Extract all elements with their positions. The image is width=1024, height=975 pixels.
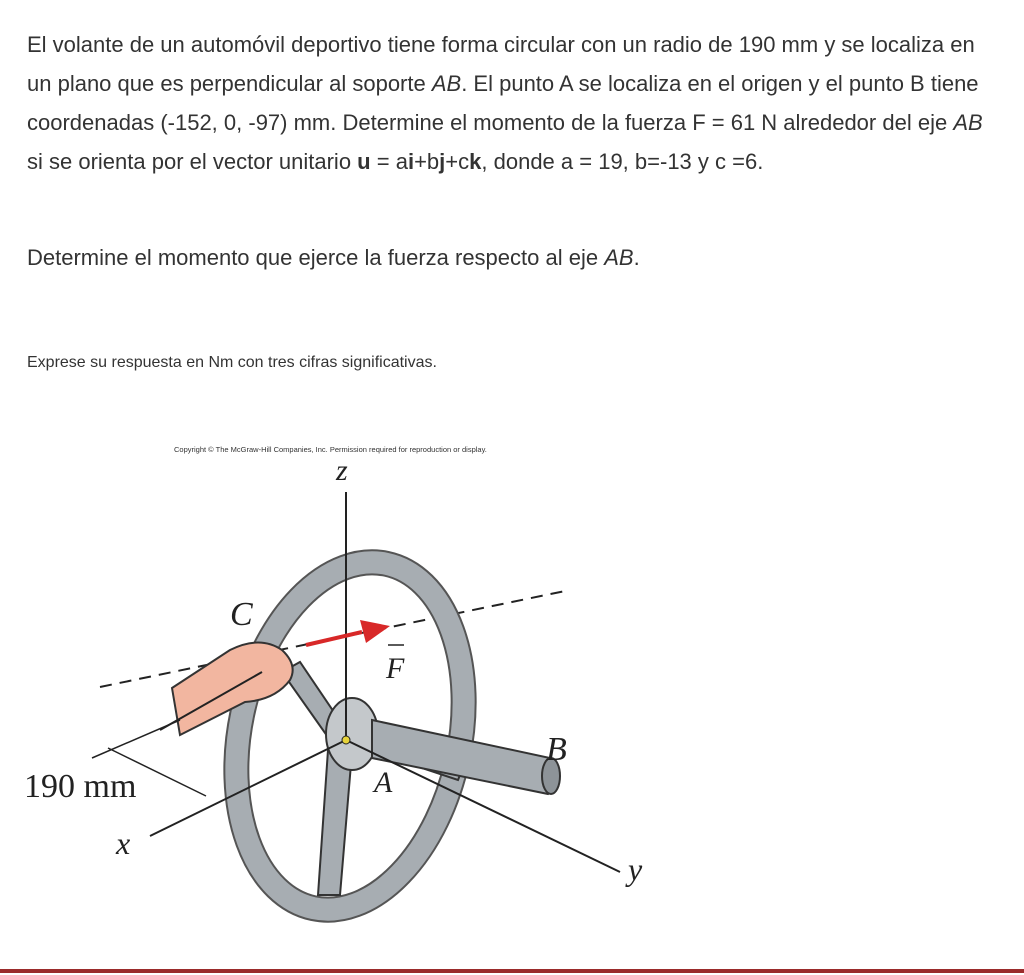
axis-label-ab: AB <box>953 110 983 135</box>
problem-text-4: = a <box>370 149 408 174</box>
problem-paragraph <box>27 25 1002 181</box>
question-body: Determine el momento que ejerce la fuerza respecto al eje <box>27 245 605 270</box>
problem-text-5: +b <box>414 149 440 174</box>
unit-i: i <box>407 149 415 174</box>
vector-u: u <box>357 149 371 174</box>
origin-point-a <box>342 736 350 744</box>
unit-j: j <box>439 149 446 174</box>
copyright-notice: Copyright © The McGraw-Hill Companies, Inc. Permission required for reproduction or display. <box>174 445 487 454</box>
problem-text-2: . El punto A se localiza en el origen y el punto B tiene coordenadas (-152, 0, -97) mm. Determine el momento de la fuerza F = 61 N alrededor del eje <box>27 71 979 135</box>
problem-text-6: +c <box>445 149 470 174</box>
wheel-hub <box>326 698 378 770</box>
steering-wheel-figure <box>0 440 1024 960</box>
label-z: z <box>336 454 348 487</box>
problem-text-1: El volante de un automóvil deportivo tiene forma circular con un radio de 190 mm y se localiza en un plano que es perpendicular al soporte <box>27 32 975 96</box>
problem-statement <box>27 25 1002 181</box>
spoke-lower <box>318 750 352 895</box>
axis-label-ab: AB <box>431 71 462 96</box>
problem-text-3: si se orienta por el vector unitario <box>27 149 358 174</box>
question-text <box>27 238 1002 277</box>
label-x: x <box>116 825 131 861</box>
question-end: . <box>633 245 640 270</box>
answer-instruction: Exprese su respuesta en Nm con tres cifras significativas. <box>27 354 437 371</box>
label-radius: 190 mm <box>24 768 137 805</box>
label-a: A <box>374 766 393 799</box>
problem-text-7: , donde a = 19, b=-13 y c =6. <box>481 149 764 174</box>
radius-ext-line <box>92 720 180 758</box>
label-b: B <box>546 731 567 768</box>
label-f: F <box>386 652 405 685</box>
bottom-divider <box>0 969 1024 973</box>
force-arrow-shaft <box>306 632 362 645</box>
question-axis: AB <box>604 245 634 270</box>
force-arrowhead <box>360 620 390 643</box>
label-y: y <box>628 851 643 887</box>
unit-k: k <box>469 149 482 174</box>
label-c: C <box>230 596 253 633</box>
